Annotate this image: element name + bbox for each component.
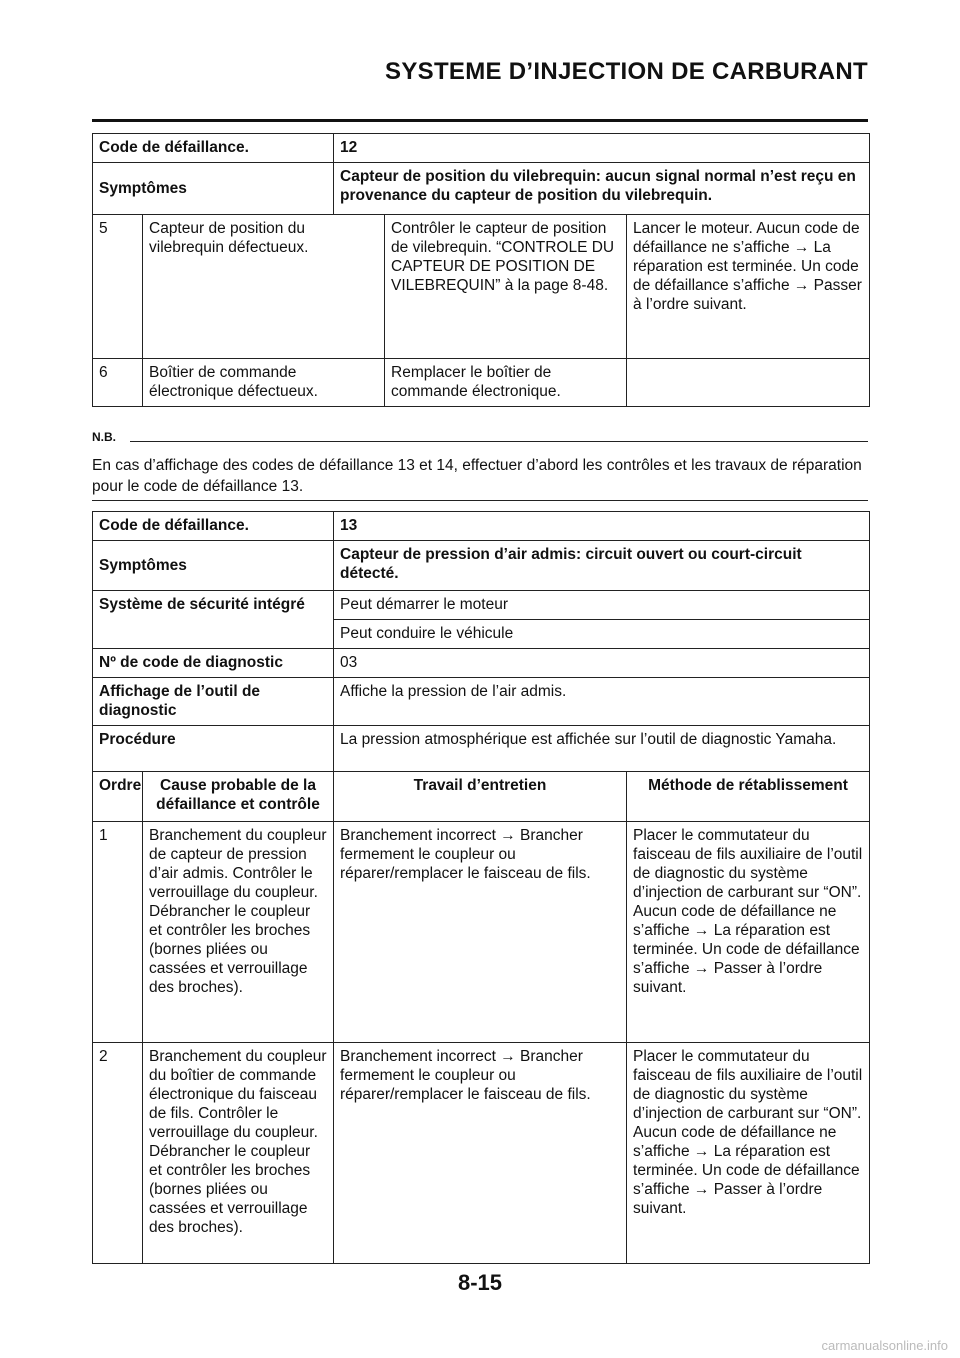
symptoms-value: Capteur de position du vilebrequin: aucun signal normal n’est reçu en provenance du capteur de position du vilebrequin. bbox=[334, 163, 870, 215]
page-title: SYSTEME D’INJECTION DE CARBURANT bbox=[385, 58, 868, 85]
note-end-rule bbox=[92, 500, 868, 501]
table-header-row bbox=[93, 772, 870, 822]
note-rule bbox=[130, 441, 868, 442]
safety-label: Système de sécurité intégré bbox=[93, 591, 334, 649]
order-cell: 5 bbox=[93, 215, 143, 359]
cause-cell: Capteur de position du vilebrequin défectueux. bbox=[143, 215, 385, 359]
cause-cell: Boîtier de commande électronique défectueux. bbox=[143, 359, 385, 407]
order-cell: 1 bbox=[93, 822, 143, 1043]
safety-value-2: Peut conduire le véhicule bbox=[334, 620, 870, 649]
cause-cell: Branchement du coupleur du boîtier de commande électronique du faisceau de fils. Contrôler le verrouillage du coupleur. Débrancher le coupleur et contrôler les broches (bornes pliées ou cassées et verrouillage des broches). bbox=[143, 1043, 334, 1264]
symptoms-value: Capteur de pression d’air admis: circuit ouvert ou court-circuit détecté. bbox=[334, 541, 870, 591]
procedure-label: Procédure bbox=[93, 726, 334, 772]
table-row bbox=[93, 359, 870, 407]
order-cell: 6 bbox=[93, 359, 143, 407]
page-number: 8-15 bbox=[457, 1270, 503, 1295]
method-cell: Lancer le moteur. Aucun code de défaillance ne s’affiche → La réparation est terminée. Un code de défaillance s’affiche → Passer à l’ordre suivant. bbox=[627, 215, 870, 359]
table-row bbox=[93, 822, 870, 1043]
col-method: Méthode de rétablissement bbox=[627, 772, 870, 822]
method-cell: Placer le commutateur du faisceau de fils auxiliaire de l’outil de diagnostic du système d’injection de carburant sur “ON”. Aucun code de défaillance ne s’affiche → La réparation est terminée. Un code de défaillance s’affiche → Passer à l’ordre suivant. bbox=[627, 1043, 870, 1264]
method-cell bbox=[627, 359, 870, 407]
note-text: En cas d’affichage des codes de défaillance 13 et 14, effectuer d’abord les contrôles et les travaux de réparation pour le code de défaillance 13. bbox=[92, 457, 862, 495]
tool-display-label: Affichage de l’outil de diagnostic bbox=[93, 678, 334, 726]
symptoms-label: Symptômes bbox=[93, 163, 334, 215]
procedure-value: La pression atmosphérique est affichée sur l’outil de diagnostic Yamaha. bbox=[334, 726, 870, 772]
table-row bbox=[93, 1043, 870, 1264]
fault-table-13 bbox=[92, 511, 870, 1264]
col-order: Ordre bbox=[93, 772, 143, 822]
work-cell: Branchement incorrect → Brancher fermement le coupleur ou réparer/remplacer le faisceau de fils. bbox=[334, 1043, 627, 1264]
cause-cell: Branchement du coupleur de capteur de pression d’air admis. Contrôler le verrouillage du coupleur. Débrancher le coupleur et contrôler les broches (bornes pliées ou cassées et verrouillage des broches). bbox=[143, 822, 334, 1043]
header-rule bbox=[92, 119, 868, 122]
watermark: carmanualsonline.info bbox=[821, 1338, 948, 1353]
table-row bbox=[93, 215, 870, 359]
diag-code-value: 03 bbox=[334, 649, 870, 678]
code-label: Code de défaillance. bbox=[93, 512, 334, 541]
work-cell: Contrôler le capteur de position de vilebrequin. “CONTROLE DU CAPTEUR DE POSITION DE VILEBREQUIN” à la page 8-48. bbox=[385, 215, 627, 359]
code-value: 12 bbox=[334, 134, 870, 163]
order-cell: 2 bbox=[93, 1043, 143, 1264]
fault-table-12 bbox=[92, 133, 870, 407]
diag-code-label: Nº de code de diagnostic bbox=[93, 649, 334, 678]
tool-display-value: Affiche la pression de l’air admis. bbox=[334, 678, 870, 726]
code-value: 13 bbox=[334, 512, 870, 541]
symptoms-label: Symptômes bbox=[93, 541, 334, 591]
col-cause: Cause probable de la défaillance et contrôle bbox=[143, 772, 334, 822]
col-work: Travail d’entretien bbox=[334, 772, 627, 822]
safety-value-1: Peut démarrer le moteur bbox=[334, 591, 870, 620]
code-label: Code de défaillance. bbox=[93, 134, 334, 163]
work-cell: Remplacer le boîtier de commande électronique. bbox=[385, 359, 627, 407]
note-label: N.B. bbox=[92, 430, 116, 444]
work-cell: Branchement incorrect → Brancher fermement le coupleur ou réparer/remplacer le faisceau de fils. bbox=[334, 822, 627, 1043]
method-cell: Placer le commutateur du faisceau de fils auxiliaire de l’outil de diagnostic du système d’injection de carburant sur “ON”. Aucun code de défaillance ne s’affiche → La réparation est terminée. Un code de défaillance s’affiche → Passer à l’ordre suivant. bbox=[627, 822, 870, 1043]
